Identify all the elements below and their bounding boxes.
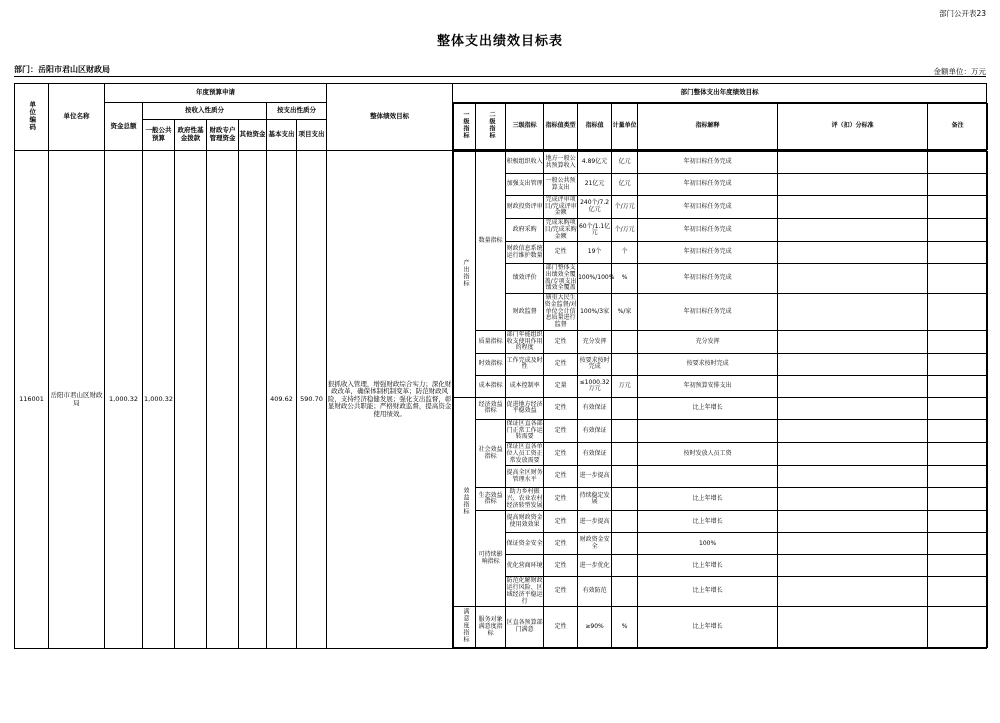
indicator-value-type: 辖重大民生资金监督/对单位会计信息质量进行监督	[544, 294, 578, 331]
indicator-level2: 成本指标	[476, 375, 506, 397]
indicator-level3: 保证区直各部门正常工作运转需要	[506, 419, 544, 442]
indicator-unit	[612, 330, 638, 353]
indicator-row	[454, 174, 988, 196]
indicator-level2: 社会效益指标	[476, 419, 506, 487]
indicator-unit	[612, 353, 638, 375]
indicator-explain: 比上年增长	[638, 555, 778, 577]
indicator-row	[454, 607, 988, 648]
col-dept-year-goal-head: 部门整体支出年度绩效目标	[453, 84, 987, 103]
indicator-value-type: 定性	[544, 533, 578, 555]
indicator-row	[454, 577, 988, 607]
subcol-unit-measure: 计量单位	[612, 104, 638, 150]
indicator-explain: 年初目标任务完成	[638, 196, 778, 219]
indicator-value: 进一步优化	[578, 555, 612, 577]
col-gov-fund: 政府性基金拨款	[175, 119, 207, 150]
col-unit-code: 单位编码	[15, 84, 49, 151]
cell-gov-fund	[175, 151, 207, 649]
indicator-value: ≥90%	[578, 607, 612, 648]
indicator-explain: 比上年增长	[638, 488, 778, 511]
indicator-score-standard	[778, 511, 928, 533]
indicator-level3: 财政投资评审	[506, 196, 544, 219]
indicator-unit: 个/万元	[612, 196, 638, 219]
indicator-remark	[928, 511, 988, 533]
indicator-unit	[612, 511, 638, 533]
indicator-remark	[928, 353, 988, 375]
indicator-table	[453, 151, 988, 648]
indicator-value: 有效防范	[578, 577, 612, 607]
indicator-score-standard	[778, 330, 928, 353]
indicator-unit: 亿元	[612, 174, 638, 196]
indicator-score-standard	[778, 577, 928, 607]
indicator-row	[454, 353, 988, 375]
subcol-remark: 备注	[928, 104, 988, 150]
indicator-level3: 提高全区财务管理水平	[506, 466, 544, 488]
indicator-remark	[928, 397, 988, 419]
amount-unit-label: 金额单位：万元	[933, 67, 986, 76]
indicator-row	[454, 488, 988, 511]
indicator-level3: 保证区直各单位人员工资正常发放需要	[506, 443, 544, 466]
indicator-score-standard	[778, 174, 928, 196]
department-label: 部门：岳阳市君山区财政局	[14, 65, 110, 74]
indicator-value-type: 地方一般公共预算收入	[544, 152, 578, 174]
indicator-level2: 数量指标	[476, 152, 506, 331]
indicator-remark	[928, 375, 988, 397]
indicator-explain: 比上年增长	[638, 607, 778, 648]
indicator-unit	[612, 397, 638, 419]
indicator-level3: 财政信息系统运行维护数量	[506, 242, 544, 264]
cell-fund-total: 1,000.32	[105, 151, 143, 649]
indicator-value-type: 定性	[544, 555, 578, 577]
indicator-level3: 积极组织收入	[506, 152, 544, 174]
indicator-value-type: 定量	[544, 375, 578, 397]
indicator-remark	[928, 607, 988, 648]
indicator-remark	[928, 555, 988, 577]
indicator-row	[454, 419, 988, 442]
indicator-level3: 绩效评价	[506, 264, 544, 294]
indicator-explain: 年初目标任务完成	[638, 294, 778, 331]
indicator-unit: %	[612, 264, 638, 294]
indicator-explain: 比上年增长	[638, 577, 778, 607]
indicator-level3: 工作完成及时性	[506, 353, 544, 375]
indicator-explain: 充分发挥	[638, 330, 778, 353]
indicator-row	[454, 196, 988, 219]
col-project-expense: 项目支出	[297, 119, 327, 150]
indicator-value: 进一步提高	[578, 511, 612, 533]
indicator-remark	[928, 577, 988, 607]
indicator-score-standard	[778, 219, 928, 242]
indicator-unit: 万元	[612, 375, 638, 397]
indicator-value-type: 定性	[544, 511, 578, 533]
indicator-value: 19个	[578, 242, 612, 264]
indicator-remark	[928, 330, 988, 353]
col-unit-name: 单位名称	[49, 84, 105, 151]
subcol-index-value: 指标值	[578, 104, 612, 150]
col-general-public: 一般公共预算	[143, 119, 175, 150]
indicator-unit	[612, 419, 638, 442]
indicator-score-standard	[778, 353, 928, 375]
indicator-unit	[612, 533, 638, 555]
indicator-score-standard	[778, 443, 928, 466]
cell-other-fund	[239, 151, 267, 649]
indicator-explain: 年初目标任务完成	[638, 264, 778, 294]
col-basic-expense: 基本支出	[267, 119, 297, 150]
indicator-remark	[928, 488, 988, 511]
indicator-row	[454, 152, 988, 174]
indicator-value-type: 定性	[544, 607, 578, 648]
indicator-level3: 成本控制率	[506, 375, 544, 397]
indicator-level1: 效益指标	[454, 397, 476, 606]
indicator-row	[454, 330, 988, 353]
indicator-level3: 区直各预算部门满意	[506, 607, 544, 648]
col-by-expense: 按支出性质分	[267, 103, 327, 120]
indicator-value-type: 完成采购项目/完成采购金额	[544, 219, 578, 242]
cell-indicator-matrix	[453, 151, 987, 649]
cell-project-expense: 590.70	[297, 151, 327, 649]
indicator-row	[454, 294, 988, 331]
indicator-value: 持续稳定发展	[578, 488, 612, 511]
indicator-score-standard	[778, 242, 928, 264]
page-title: 整体支出绩效目标表	[436, 34, 563, 49]
indicator-explain	[638, 466, 778, 488]
indicator-row	[454, 555, 988, 577]
indicator-value-type: 完成评审项目/完成评审金额	[544, 196, 578, 219]
indicator-explain: 按时发放人员工资	[638, 443, 778, 466]
cell-basic-expense: 409.62	[267, 151, 297, 649]
indicator-row	[454, 511, 988, 533]
indicator-remark	[928, 533, 988, 555]
indicator-value-type: 定性	[544, 466, 578, 488]
indicator-value: 100%/100%	[578, 264, 612, 294]
cell-general-public: 1,000.32	[143, 151, 175, 649]
indicator-level1: 产出指标	[454, 152, 476, 398]
indicator-value-type: 定性	[544, 353, 578, 375]
indicator-unit: %	[612, 607, 638, 648]
indicator-score-standard	[778, 152, 928, 174]
indicator-value-type: 定性	[544, 577, 578, 607]
indicator-unit: 个/万元	[612, 219, 638, 242]
indicator-remark	[928, 152, 988, 174]
indicator-score-standard	[778, 264, 928, 294]
indicator-value-type: 定性	[544, 419, 578, 442]
indicator-level3: 助力乡村振兴、农业农村经济转型发展	[506, 488, 544, 511]
subcol-index-explain: 指标解释	[638, 104, 778, 150]
indicator-explain: 年初目标任务完成	[638, 242, 778, 264]
indicator-value: 按要求按时完成	[578, 353, 612, 375]
indicator-level3: 优化营商环境	[506, 555, 544, 577]
indicator-level3: 促进地方经济平稳效益	[506, 397, 544, 419]
indicator-row	[454, 533, 988, 555]
indicator-level2: 经济效益指标	[476, 397, 506, 419]
indicator-level3: 防范化解财政运行风险、区域经济平稳运行	[506, 577, 544, 607]
indicator-row	[454, 264, 988, 294]
indicator-value: 财政资金安全	[578, 533, 612, 555]
col-budget-apply: 年度预算申请	[105, 84, 327, 103]
indicator-unit: %/家	[612, 294, 638, 331]
indicator-level1: 满意度指标	[454, 607, 476, 648]
indicator-value-type: 一般公共预算支出	[544, 174, 578, 196]
cell-unit-name: 岳阳市君山区财政局	[49, 151, 105, 649]
indicator-explain: 年初目标任务完成	[638, 152, 778, 174]
subcol-score-standard: 评（扣）分标准	[778, 104, 928, 150]
indicator-remark	[928, 196, 988, 219]
col-fund-total: 资金总额	[105, 103, 143, 151]
indicator-row	[454, 219, 988, 242]
indicator-explain: 比上年增长	[638, 511, 778, 533]
indicator-explain: 比上年增长	[638, 397, 778, 419]
indicator-score-standard	[778, 533, 928, 555]
indicator-value-type: 部门整体支出绩效全覆盖/专项支出绩效全覆盖	[544, 264, 578, 294]
indicator-score-standard	[778, 294, 928, 331]
subcol-level2: 二级指标	[476, 104, 506, 150]
col-fiscal-account: 财政专户管理资金	[207, 119, 239, 150]
indicator-score-standard	[778, 466, 928, 488]
indicator-level2: 质量指标	[476, 330, 506, 353]
indicator-remark	[928, 219, 988, 242]
col-overall-goal: 整体绩效目标	[327, 84, 453, 151]
indicator-value-type: 定性	[544, 242, 578, 264]
col-other-fund: 其他资金	[239, 119, 267, 150]
indicator-explain	[638, 419, 778, 442]
indicator-level3: 部门年能组织收支使用作用的程度	[506, 330, 544, 353]
subcol-level3: 三级指标	[506, 104, 544, 150]
indicator-level3: 加强支出管理	[506, 174, 544, 196]
indicator-explain: 100%	[638, 533, 778, 555]
indicator-value: 进一步提高	[578, 466, 612, 488]
indicator-score-standard	[778, 397, 928, 419]
indicator-value: 充分发挥	[578, 330, 612, 353]
indicator-remark	[928, 174, 988, 196]
cell-fiscal-account	[207, 151, 239, 649]
indicator-value: 有效保证	[578, 443, 612, 466]
indicator-level3: 政府采购	[506, 219, 544, 242]
subcol-index-type: 指标值类型	[544, 104, 578, 150]
indicator-level3: 财政监督	[506, 294, 544, 331]
col-goal-subheaders	[453, 103, 987, 151]
indicator-score-standard	[778, 488, 928, 511]
indicator-explain: 年初目标任务完成	[638, 219, 778, 242]
indicator-remark	[928, 264, 988, 294]
indicator-unit: 亿元	[612, 152, 638, 174]
indicator-value: 有效保证	[578, 397, 612, 419]
indicator-value: 21亿元	[578, 174, 612, 196]
indicator-level3: 提高财政资金使用效效果	[506, 511, 544, 533]
indicator-remark	[928, 466, 988, 488]
indicator-value-type: 定性	[544, 488, 578, 511]
indicator-level2: 可持续影响指标	[476, 511, 506, 607]
indicator-unit	[612, 577, 638, 607]
indicator-remark	[928, 419, 988, 442]
corner-note: 部门公开表23	[938, 9, 986, 18]
indicator-value: 240个/7.2亿元	[578, 196, 612, 219]
header-divider	[14, 76, 986, 77]
indicator-score-standard	[778, 555, 928, 577]
indicator-remark	[928, 443, 988, 466]
indicator-unit	[612, 555, 638, 577]
indicator-score-standard	[778, 607, 928, 648]
indicator-row	[454, 242, 988, 264]
indicator-row	[454, 397, 988, 419]
indicator-row	[454, 375, 988, 397]
cell-overall-goal: 狠抓收入管理，增强财政综合实力；深化财政改革，确保体制机制变革；防范财政风险，支持经济稳健发展；强化支出监督，彰显财政公共职能；严格财政监督，提高资金使用绩效。	[327, 151, 453, 649]
indicator-unit	[612, 466, 638, 488]
indicator-level2: 服务对象满意度指标	[476, 607, 506, 648]
cell-unit-code: 116001	[15, 151, 49, 649]
table-row	[15, 151, 987, 649]
indicator-row	[454, 466, 988, 488]
indicator-value: 60个/1.1亿元	[578, 219, 612, 242]
indicator-score-standard	[778, 419, 928, 442]
indicator-explain: 按要求按时完成	[638, 353, 778, 375]
indicator-score-standard	[778, 375, 928, 397]
indicator-value-type: 定性	[544, 330, 578, 353]
col-by-income: 按收入性质分	[143, 103, 267, 120]
subcol-level1: 一级指标	[454, 104, 476, 150]
indicator-unit	[612, 443, 638, 466]
indicator-unit: 个	[612, 242, 638, 264]
indicator-value: ≤1000.32万元	[578, 375, 612, 397]
indicator-row	[454, 443, 988, 466]
indicator-level2: 时效指标	[476, 353, 506, 375]
indicator-unit	[612, 488, 638, 511]
indicator-value: 4.89亿元	[578, 152, 612, 174]
indicator-explain: 年初预算安排支出	[638, 375, 778, 397]
goal-subheader-table	[453, 103, 988, 150]
indicator-score-standard	[778, 196, 928, 219]
indicator-value-type: 定性	[544, 443, 578, 466]
indicator-remark	[928, 242, 988, 264]
indicator-value: 有效保证	[578, 419, 612, 442]
indicator-level2: 生态效益指标	[476, 488, 506, 511]
indicator-explain: 年初目标任务完成	[638, 174, 778, 196]
indicator-level3: 保证资金安全	[506, 533, 544, 555]
indicator-value: 100%/3家	[578, 294, 612, 331]
performance-goal-table	[14, 83, 987, 649]
indicator-remark	[928, 294, 988, 331]
indicator-value-type: 定性	[544, 397, 578, 419]
